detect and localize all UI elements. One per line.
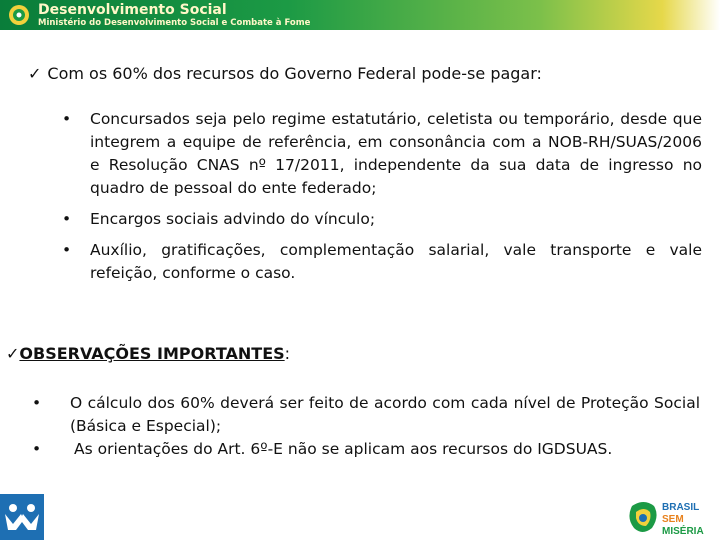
bullet-icon: • [62,241,72,259]
list-item [62,208,702,231]
list-item [32,392,700,438]
list-item [62,239,702,285]
header-title: Desenvolvimento Social [38,2,227,18]
header-subtitle: Ministério do Desenvolvimento Social e Combate à Fome [38,18,311,28]
list-item-text: O cálculo dos 60% deverá ser feito de acordo com cada nível de Proteção Social (Básica e Especial); [70,394,700,435]
bullet-icon: • [62,110,72,128]
suas-people-logo-icon [0,494,44,540]
brasil-sem-miseria-logo [622,494,720,540]
observations-list [32,392,700,461]
logo-text-miseria: MISÉRIA [662,526,704,537]
list-item-text: Concursados seja pelo regime estatutário, celetista ou temporário, desde que integrem a equipe de referência, em consonância com a NOB-RH/SUAS/2006 e Resolução CNAS nº 17/2011, independente da sua data de ingresso no quadro de pessoal do ente federado; [90,110,702,197]
payment-list [62,108,702,293]
list-item [62,108,702,200]
header-banner [0,0,720,30]
observations-heading [6,344,290,363]
logo-text-brasil: BRASIL [662,502,700,513]
section-heading [28,64,542,83]
bullet-icon: • [32,394,42,412]
check-icon: ✓ [6,344,20,363]
bullet-icon: • [62,210,72,228]
bullet-icon: • [32,440,42,458]
logo-text-sem: SEM [662,514,684,525]
observations-title: OBSERVAÇÕES IMPORTANTES [19,344,285,363]
list-item-text: Auxílio, gratificações, complementação salarial, vale transporte e vale refeição, conforme o caso. [90,241,702,282]
heading-text: Com os 60% dos recursos do Governo Federal pode-se pagar: [47,64,542,83]
observations-colon: : [284,344,291,363]
list-item [32,438,700,461]
ministry-logo-icon [6,3,32,27]
check-icon: ✓ [28,64,42,83]
list-item-text: Encargos sociais advindo do vínculo; [90,210,376,228]
list-item-text: As orientações do Art. 6º-E não se aplicam aos recursos do IGDSUAS. [74,440,613,458]
